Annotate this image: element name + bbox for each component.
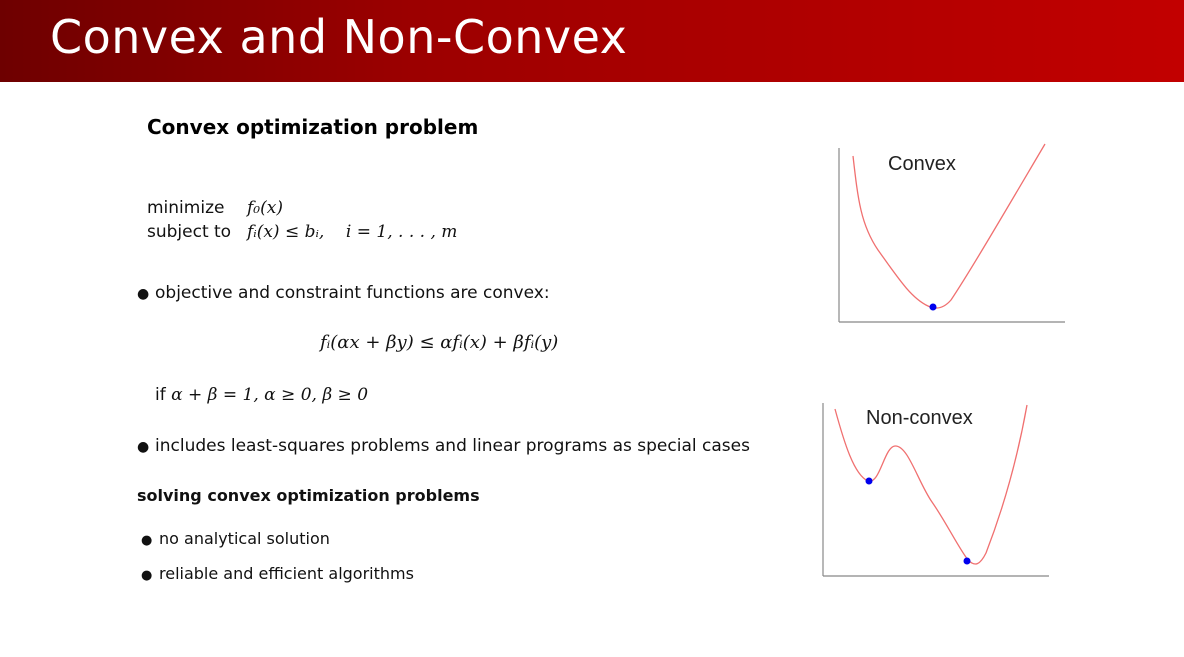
- global-minimum-point: [964, 558, 971, 565]
- solving-subheading: solving convex optimization problems: [137, 486, 480, 505]
- solving-item-2: [141, 564, 414, 583]
- solving-item-1: [141, 529, 330, 548]
- objective-expression: f₀(x): [247, 198, 283, 218]
- convex-plot: [836, 140, 1068, 326]
- bullet-dot: ●: [141, 568, 153, 583]
- bullet-dot: ●: [141, 533, 153, 548]
- bullet-convex-functions: [137, 283, 550, 303]
- slide-title: Convex and Non-Convex: [50, 10, 628, 64]
- section-title: Convex optimization problem: [147, 115, 479, 139]
- convex-minimum-point: [930, 304, 937, 311]
- constraint-expression: fᵢ(x) ≤ bᵢ, i = 1, . . . , m: [247, 222, 458, 242]
- problem-statement: [147, 196, 457, 244]
- bullet-text: no analytical solution: [159, 529, 330, 548]
- bullet-dot: ●: [137, 286, 150, 302]
- subject-to-keyword: subject to: [147, 222, 232, 242]
- nonconvex-plot: [820, 397, 1052, 581]
- bullet-text: objective and constraint functions are convex:: [155, 283, 550, 303]
- bullet-text: includes least-squares problems and linear programs as special cases: [155, 436, 750, 456]
- title-bar: [0, 0, 1184, 82]
- convexity-inequality: fᵢ(αx + βy) ≤ αfᵢ(x) + βfᵢ(y): [320, 332, 559, 353]
- condition-prefix: if: [155, 385, 166, 405]
- minimize-keyword: minimize: [147, 198, 225, 218]
- bullet-text: reliable and efficient algorithms: [159, 564, 414, 583]
- nonconvex-label: Non-convex: [866, 407, 973, 429]
- bullet-dot: ●: [137, 439, 150, 455]
- convexity-condition: [155, 385, 368, 405]
- bullet-special-cases: [137, 436, 750, 456]
- local-minimum-point: [866, 478, 873, 485]
- condition-expression: α + β = 1, α ≥ 0, β ≥ 0: [171, 385, 369, 405]
- convex-label: Convex: [888, 153, 956, 175]
